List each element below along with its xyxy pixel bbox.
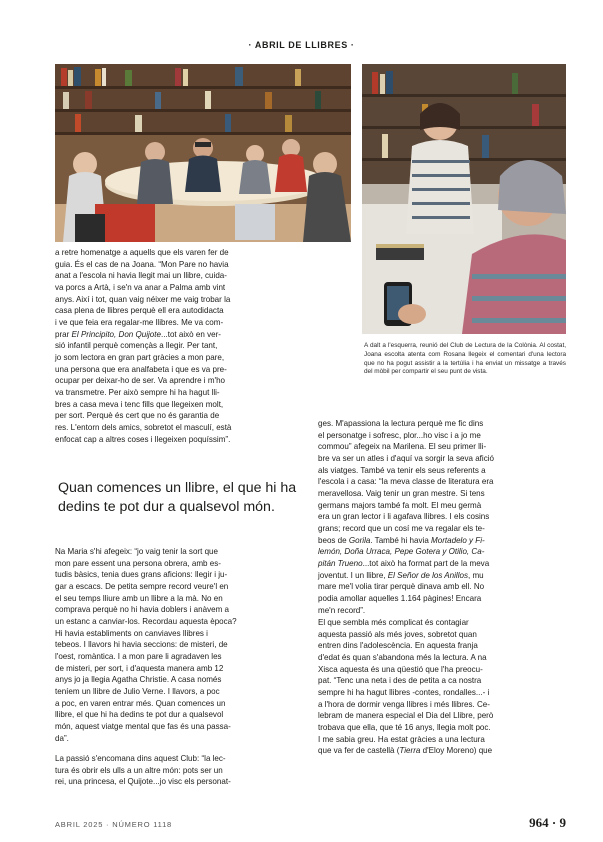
text-line: Xisca aquesta és una qüestió que l'ha preocu-: [318, 664, 483, 674]
page-number: 964 · 9: [529, 815, 566, 830]
section-title: · ABRIL DE LLIBRES ·: [248, 40, 355, 50]
book-club-illustration: [55, 64, 351, 242]
text-line: pat. “Tenc una neta i des de petita a ca nostra: [318, 676, 482, 686]
issue-footer: ABRIL 2025 · NÚMERO 1118: [55, 820, 173, 829]
text-line: Na Maria s'hi afegeix: “jo vaig tenir la sort que: [55, 547, 218, 556]
text-line: I me sabia greu. Ha estat gràcies a una lectura: [318, 734, 485, 744]
text-line: bres a casa meva i tenc fills que llegeixen molt,: [55, 399, 224, 409]
text-line: La passió s'encomana dins aquest Club: “la lec-: [55, 754, 226, 763]
text-line: anys jo ja llegia Agatha Christie. A casa només: [55, 675, 222, 685]
text-line: gar a escacs. De petita sempre record veure'l en: [55, 581, 229, 591]
text-line: teníem un llibre de Julio Verne. I llavors, a poc: [55, 686, 220, 696]
text-line: i ve que feia era regalar-me llibres. Me va com-: [55, 317, 224, 327]
photo-caption: A dalt a l'esquerra, reunió del Club de Lectura de la Colònia. Al costat, Joana escolta atenta com Rosana llegeix el comentari d'una lectora que no ha pogut assistir a la tertúlia i ha enviat un missatge a través del mòbil per compartir el seu punt de vista.: [364, 342, 566, 376]
comic-title: pitán Trueno: [318, 558, 363, 568]
phone-reading-photo: [362, 64, 566, 334]
text-line: el personatge i sofresc, plor...ho visc i a jo me: [318, 430, 481, 440]
text-line: a poc, en varen entrar més. Quan comences un: [55, 698, 226, 708]
text-line: l'oest, romàntica. I a mon pare li agradaven les: [55, 651, 222, 661]
pull-quote: Quan comences un llibre, el que hi ha dedins te pot dur a qualsevol món.: [58, 480, 297, 515]
text-line: tura és obrir els ulls a un altre món: pots ser un: [55, 765, 223, 775]
comic-title: Gorila: [348, 535, 371, 545]
text-line: d'edat és quan s'abandona més la lectura. A na: [318, 652, 487, 662]
text-line: ges. M'apassiona la lectura perquè me fic dins: [318, 419, 484, 428]
text-line: per sort. Perquè és cert que no és garantia de: [55, 411, 220, 421]
text-line: da”.: [55, 733, 69, 743]
text-line: germans majors també fa molt. El meu germà: [318, 500, 482, 510]
text-span: joventut. I un llibre,: [318, 570, 388, 580]
text-line: [318, 745, 566, 757]
comic-title: Mortadelo y Fi-: [431, 535, 485, 545]
text-line: va transmetre. Per això sempre hi ha hagut lli-: [55, 387, 220, 397]
text-line: anat a l'escola ni havia llegit mai un llibre, cuida-: [55, 271, 227, 281]
text-line: llibre, el que hi ha dedins te pot dur a qualsevol: [55, 710, 224, 720]
text-span: que va fer de castellà (: [318, 746, 400, 756]
text-line: jo som lectora en gran part gràcies a mon pare,: [55, 352, 225, 362]
text-line: era un gran lector i li agafava llibres. I els cosins: [318, 512, 490, 522]
text-line: commou” afegeix na Marilena. El seu primer lli-: [318, 442, 487, 452]
text-span: d'Eloy Moreno) que: [420, 746, 493, 756]
text-line: bre va ser un atles i d'aquí va sorgir la seva afició: [318, 453, 494, 463]
text-line: trobava que ella, que té 16 anys, llegia molt poc.: [318, 722, 491, 732]
text-line: aquesta passió als més joves, sobretot quan: [318, 629, 477, 639]
text-span: beos de: [318, 535, 349, 545]
left-paragraph-2: [55, 546, 303, 744]
book-title: Tierra: [399, 746, 421, 756]
text-line: a retre homenatge a aquells que els varen fer de: [55, 248, 229, 257]
right-paragraph-1: [318, 418, 566, 616]
right-paragraph-2: [318, 617, 566, 757]
text-line: a l'hora de dormir venga llibres i més llibres. Ce-: [318, 699, 490, 709]
text-line: sió infantil perquè començàs a llegir. Per tant,: [55, 341, 218, 351]
text-line: ocupar per deixar-ho de ser. Va aprendre i m'ho: [55, 376, 226, 386]
phone-reading-illustration: [362, 64, 566, 334]
book-title: El Señor de los Anillos: [387, 570, 468, 580]
text-line: grans; record que un cosí me va regalar els te-: [318, 523, 485, 533]
text-line: entren dins l'adolescència. En aquesta franja: [318, 641, 478, 651]
text-line: mare me'l volia tirar perquè dinava amb ell. No: [318, 582, 485, 592]
text-line: comprava perquè no hi havia doblers i anàvem a: [55, 605, 230, 615]
text-line: de misteri, per sort, i d'aquesta manera amb 12: [55, 663, 224, 673]
text-line: va porcs a Artà, i se'n va anar a Palma amb vint: [55, 282, 226, 292]
text-line: món, aquest viatge mental que fas és una passa-: [55, 721, 231, 731]
text-line: mon pare essent una persona obrera, amb es-: [55, 558, 221, 568]
text-line: sempre hi ha hagut llibres -contes, rondalles...- i: [318, 687, 490, 697]
text-line: tudis bàsics, tenia dues grans aficions: llegir i ju-: [55, 570, 228, 580]
text-line: [55, 329, 303, 341]
text-line: meravellosa. Vaig tenir un gran mestre. Si tens: [318, 488, 485, 498]
text-line: [318, 546, 566, 558]
text-line: me'n record”.: [318, 605, 366, 615]
text-line: podia amollar aquelles 1.164 pàgines! Encara: [318, 593, 482, 603]
left-paragraph-3: [55, 753, 303, 788]
text-line: enfocat cap a altres coses i llegeixen poquíssim”.: [55, 434, 231, 444]
text-line: lebram de manera especial el Dia del Llibre, però: [318, 711, 494, 721]
text-line: guia. És el cas de na Joana. “Mon Pare no havia: [55, 259, 229, 269]
book-club-photo: [55, 64, 351, 242]
text-line: el seu temps lliure amb un llibre a la mà. No en: [55, 593, 223, 603]
text-line: [318, 535, 566, 547]
book-titles: El Principito, Don Quijote: [71, 329, 161, 339]
text-line: [318, 558, 566, 570]
text-line: Hi havia establiments on canviaves llibres i: [55, 628, 208, 638]
comic-titles: lemón, Doña Urraca, Pepe Gotera y Otilio, Ca-: [318, 547, 485, 557]
text-line: [318, 570, 566, 582]
text-span: prar: [55, 329, 72, 339]
text-span: ...tot això ha format part de la meva: [362, 558, 490, 568]
text-line: un estanc a canviar-los. Recordau aquesta època?: [55, 616, 237, 626]
text-line: El que sembla més complicat és contagiar: [318, 618, 469, 627]
text-line: l'escola i a casa: “la meva classe de literatura era: [318, 477, 494, 487]
text-line: casa plena de llibres perquè ell era autodidacta: [55, 306, 224, 316]
left-paragraph-1: [55, 247, 303, 445]
text-line: rei, una princesa, el Quijote...jo visc els personat-: [55, 777, 231, 787]
text-line: res. L'entorn dels amics, sobretot el masculí, està: [55, 422, 232, 432]
text-line: anys. Així i tot, quan vaig néixer me vaig trobar la: [55, 294, 231, 304]
text-span: . També hi havia: [370, 535, 432, 545]
text-line: als viatges. També va tenir els seus referents a: [318, 465, 486, 475]
text-line: tebeos. I llavors hi havia seccions: de misteri, de: [55, 640, 228, 650]
text-span: , mu: [468, 570, 484, 580]
text-line: una persona que era analfabeta i que es va pre-: [55, 364, 227, 374]
text-span: ...tot això en ver-: [161, 329, 221, 339]
